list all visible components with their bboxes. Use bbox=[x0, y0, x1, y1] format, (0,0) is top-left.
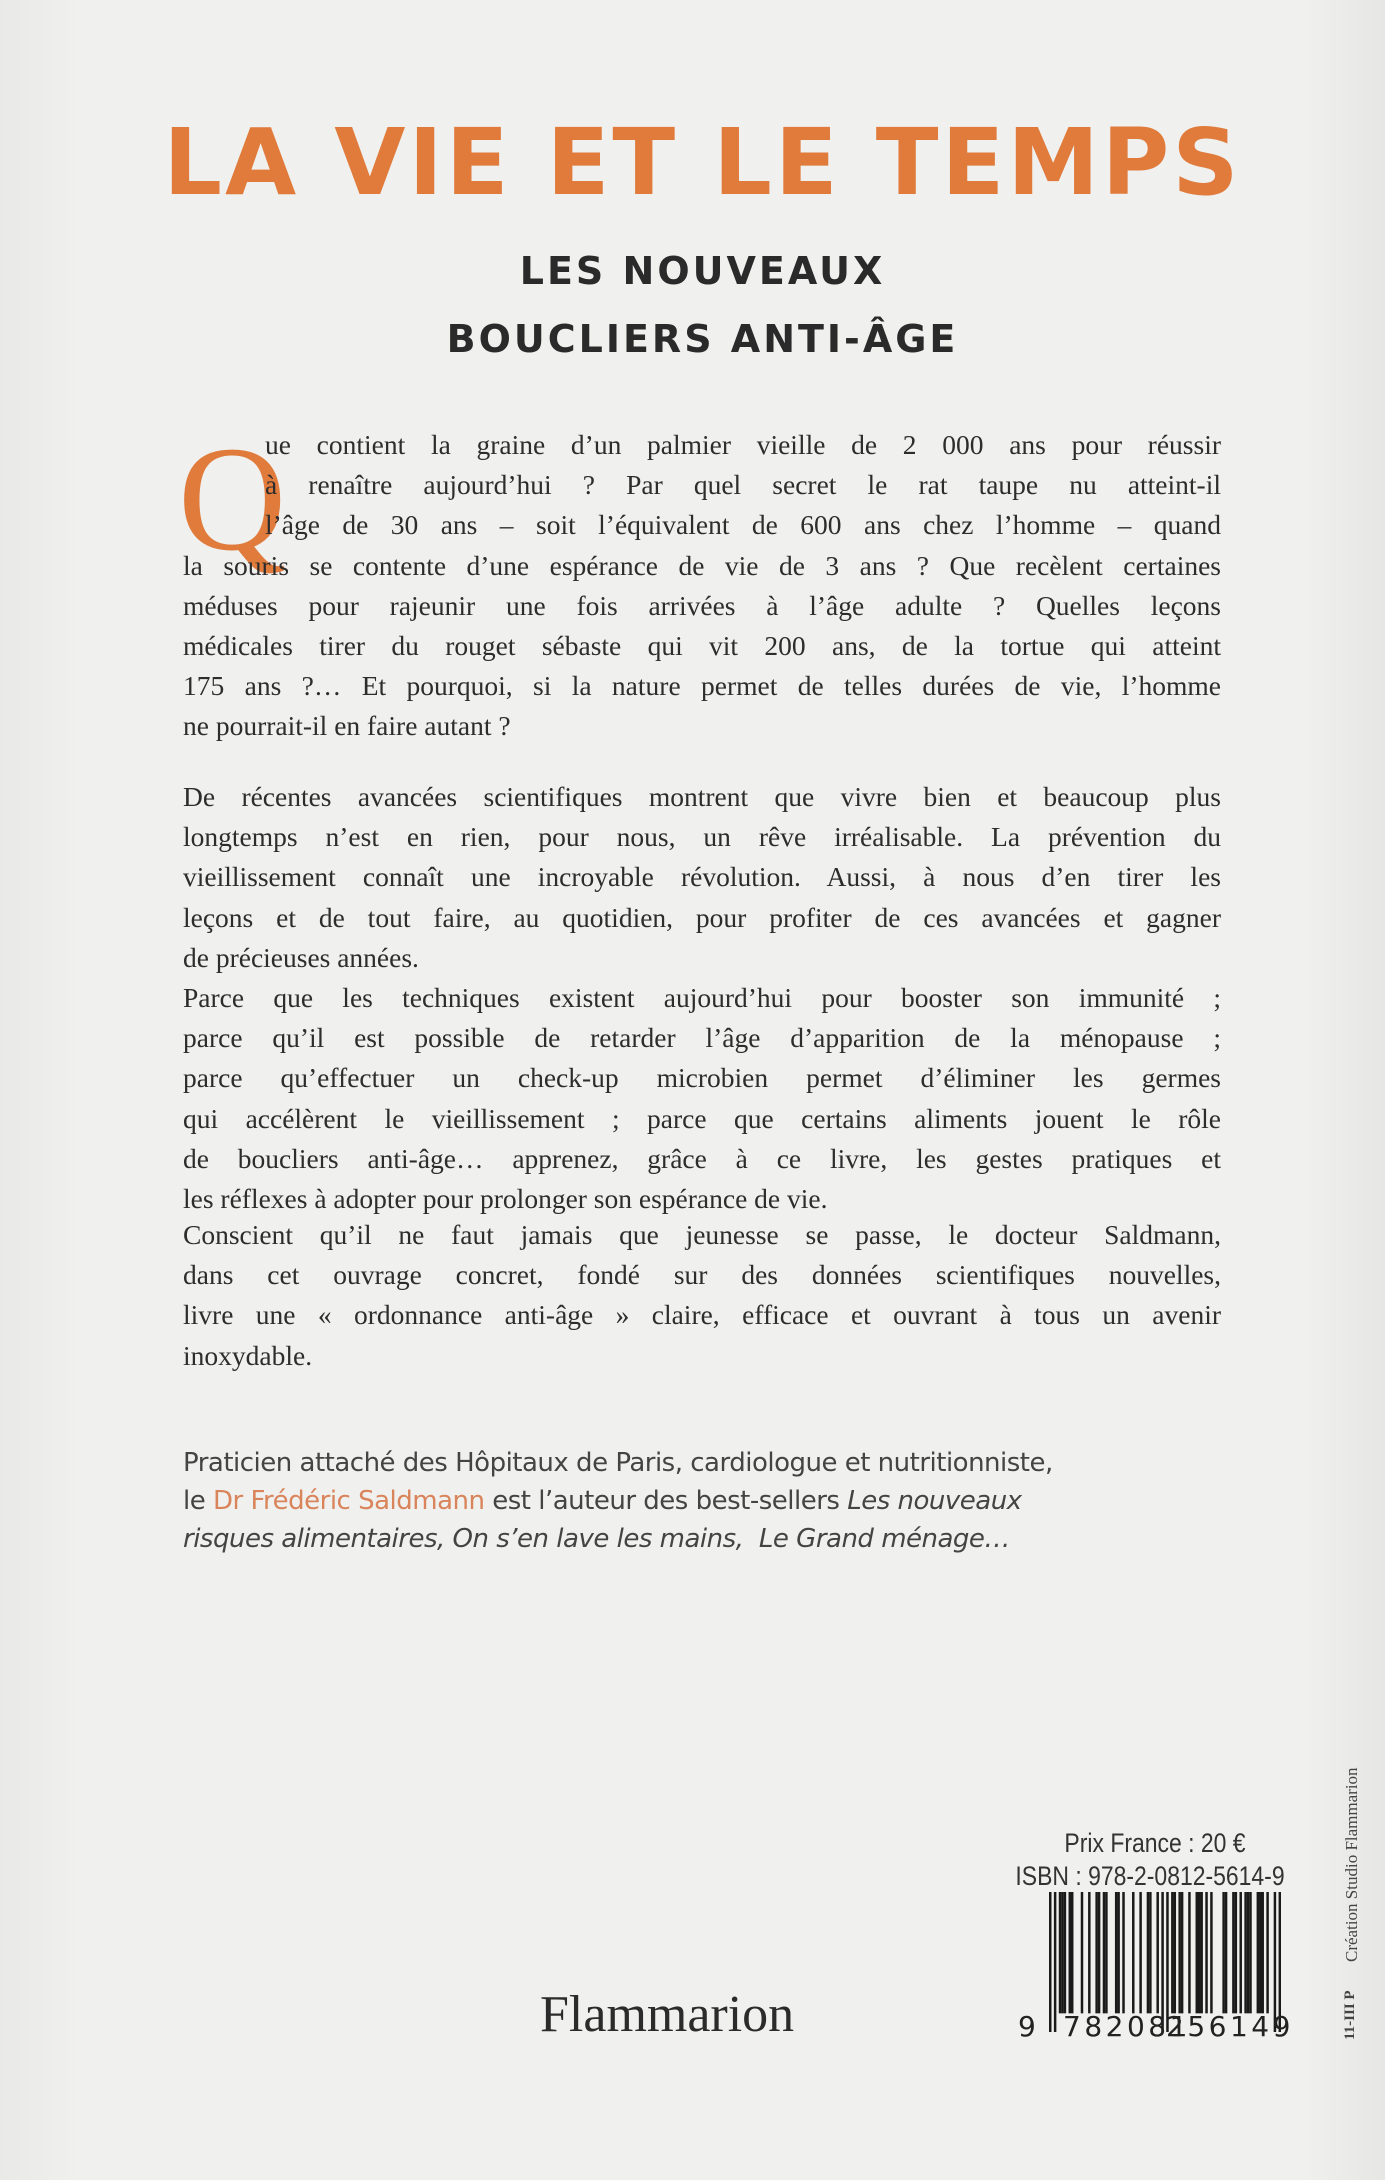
barcode-bar bbox=[1244, 1892, 1246, 2013]
text-line: livre une « ordonnance anti-âge » claire, efficace et ouvrant à tous un avenir bbox=[183, 1299, 1221, 1331]
barcode-bar bbox=[1222, 1892, 1224, 2013]
bio-books-1: Les nouveaux bbox=[847, 1486, 1022, 1516]
text-line: ue contient la graine d’un palmier vieille de 2 000 ans pour réussir bbox=[265, 429, 1221, 460]
text-line: parce qu’effectuer un check-up microbien permet d’éliminer les germes bbox=[183, 1062, 1221, 1094]
text-line: médicales tirer du rouget sébaste qui vit 200 ans, de la tortue qui atteint bbox=[183, 629, 1221, 661]
paragraph-2 bbox=[183, 777, 1221, 978]
print-code: 11-III P bbox=[1342, 1990, 1358, 2040]
barcode-bar bbox=[1181, 1892, 1183, 2013]
text-line: Conscient qu’il ne faut jamais que jeunesse se passe, le docteur Saldmann, bbox=[183, 1219, 1221, 1250]
barcode-bar bbox=[1205, 1892, 1207, 2013]
bio-line-1: Praticien attaché des Hôpitaux de Paris, cardiologue et nutritionniste, bbox=[183, 1448, 1053, 1478]
text-line: à renaître aujourd’hui ? Par quel secret le rat taupe nu atteint-il bbox=[265, 469, 1221, 501]
text-line: ne pourrait-il en faire autant ? bbox=[183, 710, 511, 742]
barcode-right-digits: 256149 bbox=[1166, 2010, 1294, 2043]
text-line: qui accélèrent le vieillissement ; parce que certains aliments jouent le rôle bbox=[183, 1102, 1221, 1134]
barcode-bar bbox=[1232, 1892, 1234, 2013]
price: Prix France : 20 € bbox=[1064, 1828, 1246, 1858]
barcode-bar bbox=[1198, 1892, 1200, 2013]
barcode-bar bbox=[1071, 1892, 1073, 2013]
barcode-bar bbox=[1239, 1892, 1241, 2013]
barcode-first-digit: 9 bbox=[1018, 2010, 1036, 2043]
barcode-bar bbox=[1174, 1892, 1176, 2013]
barcode-bar bbox=[1132, 1892, 1134, 2013]
barcode-bar bbox=[1178, 1892, 1180, 2013]
text-line: leçons et de tout faire, au quotidien, pour profiter de ces avancées et gagner bbox=[183, 901, 1221, 933]
drop-cap: Q bbox=[178, 416, 287, 582]
barcode-bar bbox=[1061, 1892, 1063, 2013]
text-line: 175 ans ?… Et pourquoi, si la nature permet de telles durées de vie, l’homme bbox=[183, 670, 1221, 702]
paragraph-1 bbox=[183, 425, 1221, 747]
author-name: Dr Frédéric Saldmann bbox=[212, 1486, 485, 1516]
bio-books-2: risques alimentaires, On s’en lave les mains, Le Grand ménage… bbox=[183, 1524, 1010, 1554]
book-title: LA VIE ET LE TEMPS bbox=[163, 109, 1242, 216]
bio-post: est l’auteur des best-sellers bbox=[484, 1486, 848, 1516]
paragraph-4 bbox=[183, 1215, 1221, 1376]
barcode-bar bbox=[1257, 1892, 1259, 2013]
barcode-bar bbox=[1095, 1892, 1097, 2013]
text-line: inoxydable. bbox=[183, 1339, 313, 1371]
barcode-left-digits: 782081 bbox=[1063, 2010, 1191, 2043]
text-line: parce qu’il est possible de retarder l’âge d’apparition de la ménopause ; bbox=[183, 1022, 1221, 1054]
barcode-bar bbox=[1069, 1892, 1071, 2013]
bio-line-2 bbox=[183, 1482, 1243, 1520]
text-line: dans cet ouvrage concret, fondé sur des données scientifiques nouvelles, bbox=[183, 1259, 1221, 1291]
barcode-bar bbox=[1225, 1892, 1227, 2013]
barcode-bar bbox=[1235, 1892, 1237, 2013]
barcode-bar bbox=[1249, 1892, 1251, 2013]
barcode-bar bbox=[1261, 1892, 1263, 2013]
barcode-bar bbox=[1103, 1892, 1105, 2013]
barcode-bar bbox=[1210, 1892, 1212, 2013]
text-line: de boucliers anti-âge… apprenez, grâce à ce livre, les gestes pratiques et bbox=[183, 1142, 1221, 1174]
barcode-bar bbox=[1064, 1892, 1066, 2013]
barcode-bar bbox=[1247, 1892, 1249, 2013]
barcode-bar bbox=[1081, 1892, 1083, 2013]
barcode-bar bbox=[1147, 1892, 1149, 2013]
bio-line-3 bbox=[183, 1520, 1243, 1558]
barcode-bar bbox=[1059, 1892, 1061, 2013]
barcode-bar bbox=[1122, 1892, 1124, 2013]
barcode-bar bbox=[1098, 1892, 1100, 2013]
barcode-bar bbox=[1259, 1892, 1261, 2013]
text-line: l’âge de 30 ans – soit l’équivalent de 600 ans chez l’homme – quand bbox=[265, 509, 1221, 541]
text-line: la souris se contente d’une espérance de vie de 3 ans ? Que recèlent certaines bbox=[183, 549, 1221, 581]
isbn: ISBN : 978-2-0812-5614-9 bbox=[1015, 1861, 1285, 1891]
subtitle-line-2: BOUCLIERS ANTI-ÂGE bbox=[446, 317, 959, 361]
bio-pre: le bbox=[183, 1486, 213, 1516]
barcode-bar bbox=[1266, 1892, 1268, 2013]
paragraph-3 bbox=[183, 978, 1221, 1219]
barcode-bar bbox=[1171, 1892, 1173, 2013]
publisher-logo: Flammarion bbox=[540, 1986, 795, 2043]
barcode-bar bbox=[1115, 1892, 1117, 2013]
barcode-bar bbox=[1139, 1892, 1141, 2013]
design-credit: Création Studio Flammarion bbox=[1342, 1767, 1361, 1962]
barcode-bar bbox=[1156, 1892, 1158, 2013]
barcode-bar bbox=[1196, 1892, 1198, 2013]
author-bio bbox=[183, 1444, 1243, 1558]
barcode-bar bbox=[1117, 1892, 1119, 2013]
text-line: méduses pour rajeunir une fois arrivées à l’âge adulte ? Quelles leçons bbox=[183, 589, 1221, 621]
text-line: longtemps n’est en rien, pour nous, un rêve irréalisable. La prévention du bbox=[183, 821, 1221, 853]
text-line: De récentes avancées scientifiques montrent que vivre bien et beaucoup plus bbox=[183, 781, 1221, 812]
barcode-bar bbox=[1054, 1892, 1056, 2032]
barcode-bar bbox=[1049, 1892, 1051, 2032]
text-line: vieillissement connaît une incroyable révolution. Aussi, à nous d’en tirer les bbox=[183, 861, 1221, 893]
barcode-bar bbox=[1149, 1892, 1151, 2013]
text-line: les réflexes à adopter pour prolonger son espérance de vie. bbox=[183, 1182, 828, 1214]
barcode-bar bbox=[1105, 1892, 1107, 2013]
text-line: de précieuses années. bbox=[183, 941, 419, 973]
barcode-bar bbox=[1200, 1892, 1202, 2013]
subtitle-line-1: LES NOUVEAUX bbox=[519, 249, 886, 293]
barcode-bar bbox=[1088, 1892, 1090, 2013]
text-line: Parce que les techniques existent aujourd’hui pour booster son immunité ; bbox=[183, 982, 1221, 1013]
barcode-bar bbox=[1188, 1892, 1190, 2013]
